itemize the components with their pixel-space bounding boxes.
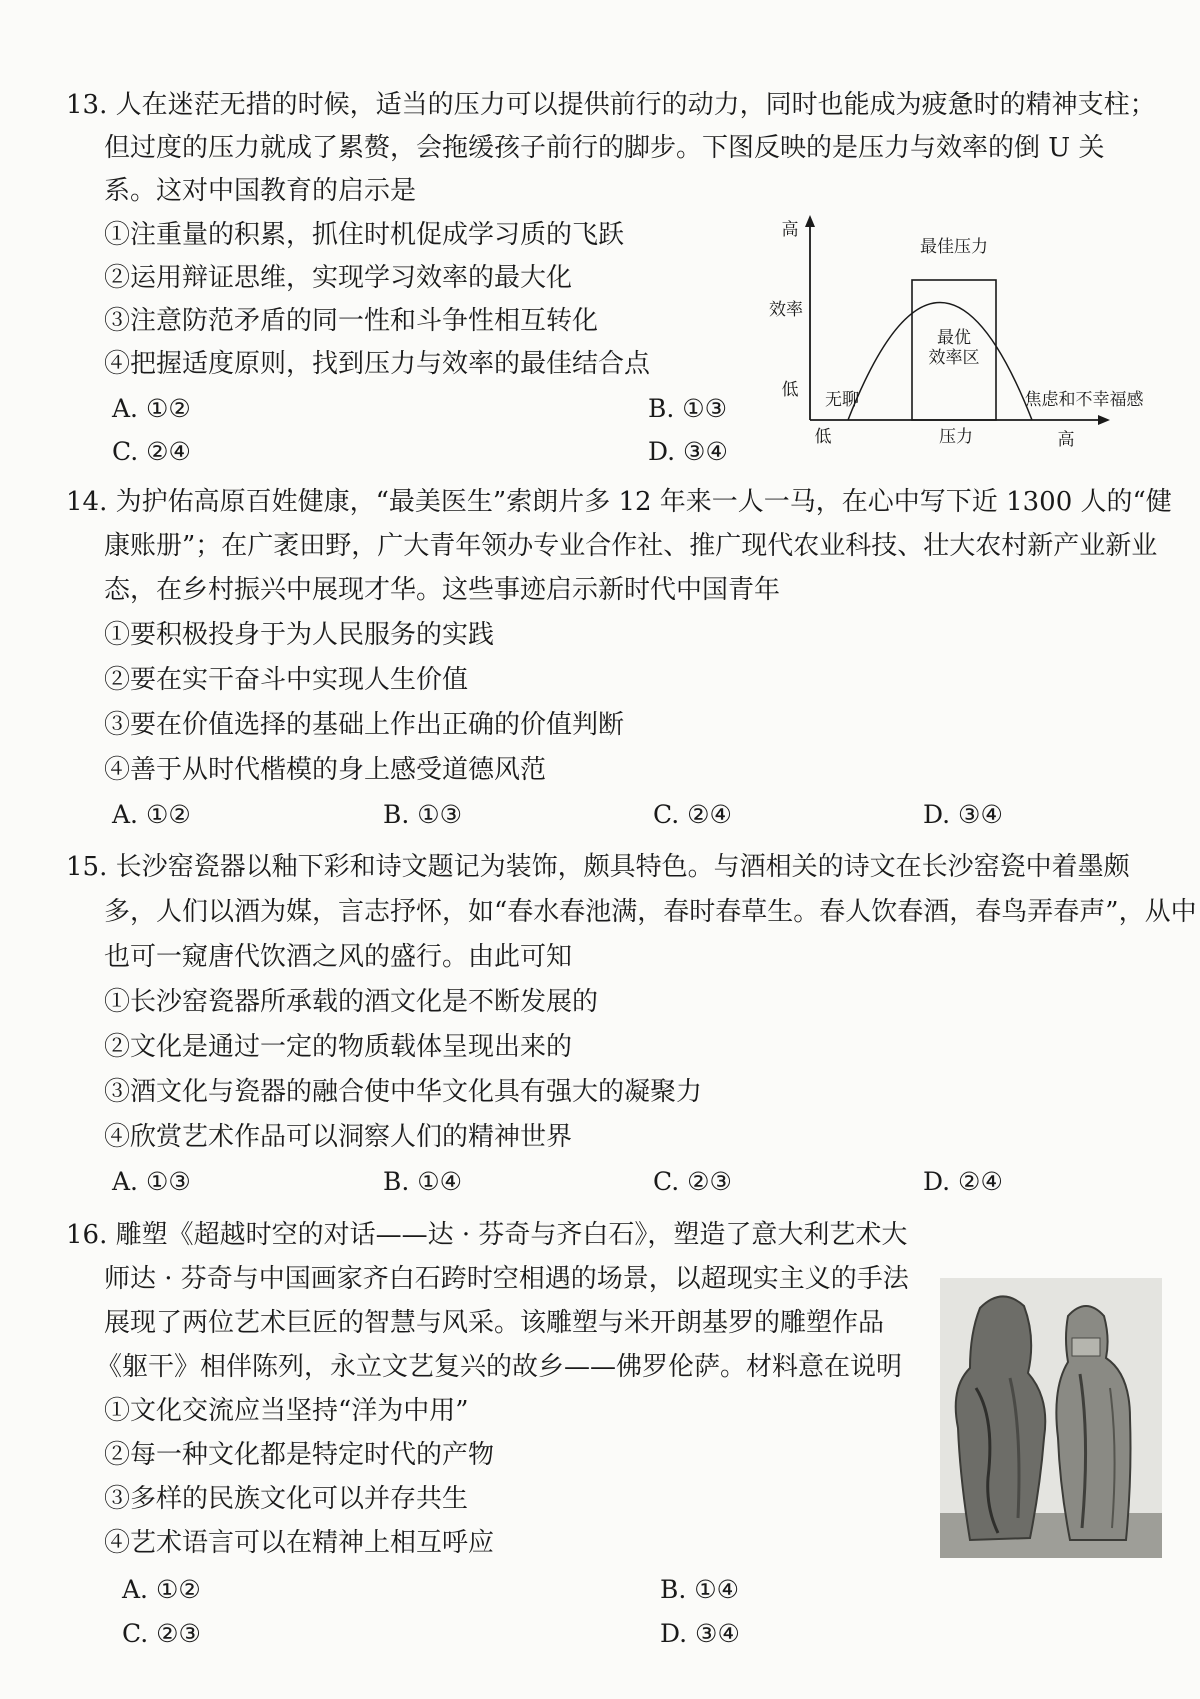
statement-3: ③酒文化与瓷器的融合使中华文化具有强大的凝聚力 [104,1077,703,1107]
optimal-pressure-label: 最佳压力 [920,237,988,257]
statement-4: ④善于从时代楷模的身上感受道德风范 [104,755,547,785]
question-stem-line: 16. 雕塑《超越时空的对话——达 · 芬奇与齐白石》，塑造了意大利艺术大 [66,1220,908,1250]
choice-c[interactable]: C. ②④ [653,800,732,829]
choice-a[interactable]: A. ①② [122,1575,201,1604]
statement-2: ②每一种文化都是特定时代的产物 [104,1440,495,1470]
question-stem-line: 系。这对中国教育的启示是 [104,176,417,206]
y-axis-label: 效率 [769,300,803,320]
statement-4: ④把握适度原则，找到压力与效率的最佳结合点 [104,349,651,379]
statement-4: ④艺术语言可以在精神上相互呼应 [104,1528,495,1558]
y-high-label: 高 [781,220,799,240]
statement-1: ①注重量的积累，抓住时机促成学习质的飞跃 [104,220,625,250]
statement-1: ①要积极投身于为人民服务的实践 [104,620,495,650]
pressure-efficiency-figure [760,215,1180,450]
question-stem-line: 但过度的压力就成了累赘，会拖缓孩子前行的脚步。下图反映的是压力与效率的倒 U 关 [104,133,1105,163]
statement-1: ①长沙窑瓷器所承载的酒文化是不断发展的 [104,987,599,1017]
statement-2: ②运用辩证思维，实现学习效率的最大化 [104,263,573,293]
choice-a[interactable]: A. ①② [112,800,191,829]
question-stem-line: 15. 长沙窑瓷器以釉下彩和诗文题记为装饰，颇具特色。与酒相关的诗文在长沙窑瓷中着墨颇 [66,852,1130,882]
x-low-label: 低 [814,427,832,447]
choice-a[interactable]: A. ①② [112,394,191,423]
statement-2: ②要在实干奋斗中实现人生价值 [104,665,469,695]
y-low-label: 低 [781,380,799,400]
question-stem-line: 多，人们以酒为媒，言志抒怀，如“春水春池满，春时春草生。春人饮春酒，春鸟弄春声”，从中 [104,897,1197,927]
boredom-label: 无聊 [825,390,859,410]
statement-2: ②文化是通过一定的物质载体呈现出来的 [104,1032,573,1062]
optimal-zone-label-2: 效率区 [928,348,980,368]
x-axis-label: 压力 [939,427,973,447]
sculpture-photo [940,1278,1162,1558]
x-high-label: 高 [1057,430,1075,450]
choice-b[interactable]: B. ①③ [648,394,728,423]
question-stem-line: 14. 为护佑高原百姓健康，“最美医生”索朗片多 12 年来一人一马，在心中写下近 1300 人的“健 [66,487,1172,517]
choice-d[interactable]: D. ③④ [648,437,728,466]
optimal-zone-label: 最优 [937,328,971,348]
question-stem-line: 《躯干》相伴陈列，永立文艺复兴的故乡——佛罗伦萨。材料意在说明 [96,1352,903,1382]
choice-c[interactable]: C. ②④ [112,437,191,466]
statement-4: ④欣赏艺术作品可以洞察人们的精神世界 [104,1122,573,1152]
question-stem-line: 康账册”；在广袤田野，广大青年领办专业合作社、推广现代农业科技、壮大农村新产业新业 [104,531,1158,561]
question-stem-line: 也可一窥唐代饮酒之风的盛行。由此可知 [104,942,573,972]
statement-1: ①文化交流应当坚持“洋为中用” [104,1396,469,1426]
choice-d[interactable]: D. ③④ [923,800,1003,829]
y-axis-arrow-icon [805,215,815,227]
sculpture-illustration [940,1278,1162,1558]
choice-b[interactable]: B. ①③ [383,800,463,829]
statement-3: ③多样的民族文化可以并存共生 [104,1484,469,1514]
question-stem-line: 展现了两位艺术巨匠的智慧与风采。该雕塑与米开朗基罗的雕塑作品 [104,1308,885,1338]
question-stem-line: 13. 人在迷茫无措的时候，适当的压力可以提供前行的动力，同时也能成为疲惫时的精神支柱； [66,90,1156,120]
statement-3: ③注意防范矛盾的同一性和斗争性相互转化 [104,306,599,336]
choice-c[interactable]: C. ②③ [653,1167,732,1196]
choice-c[interactable]: C. ②③ [122,1619,201,1648]
anxiety-label: 焦虑和不幸福感 [1024,390,1144,410]
choice-b[interactable]: B. ①④ [660,1575,740,1604]
statement-3: ③要在价值选择的基础上作出正确的价值判断 [104,710,625,740]
question-stem-line: 师达 · 芬奇与中国画家齐白石跨时空相遇的场景，以超现实主义的手法 [104,1264,909,1294]
choice-d[interactable]: D. ②④ [923,1167,1003,1196]
question-stem-line: 态，在乡村振兴中展现才华。这些事迹启示新时代中国青年 [104,575,781,605]
choice-d[interactable]: D. ③④ [660,1619,740,1648]
x-axis-arrow-icon [1098,415,1110,425]
choice-a[interactable]: A. ①③ [112,1167,191,1196]
choice-b[interactable]: B. ①④ [383,1167,463,1196]
